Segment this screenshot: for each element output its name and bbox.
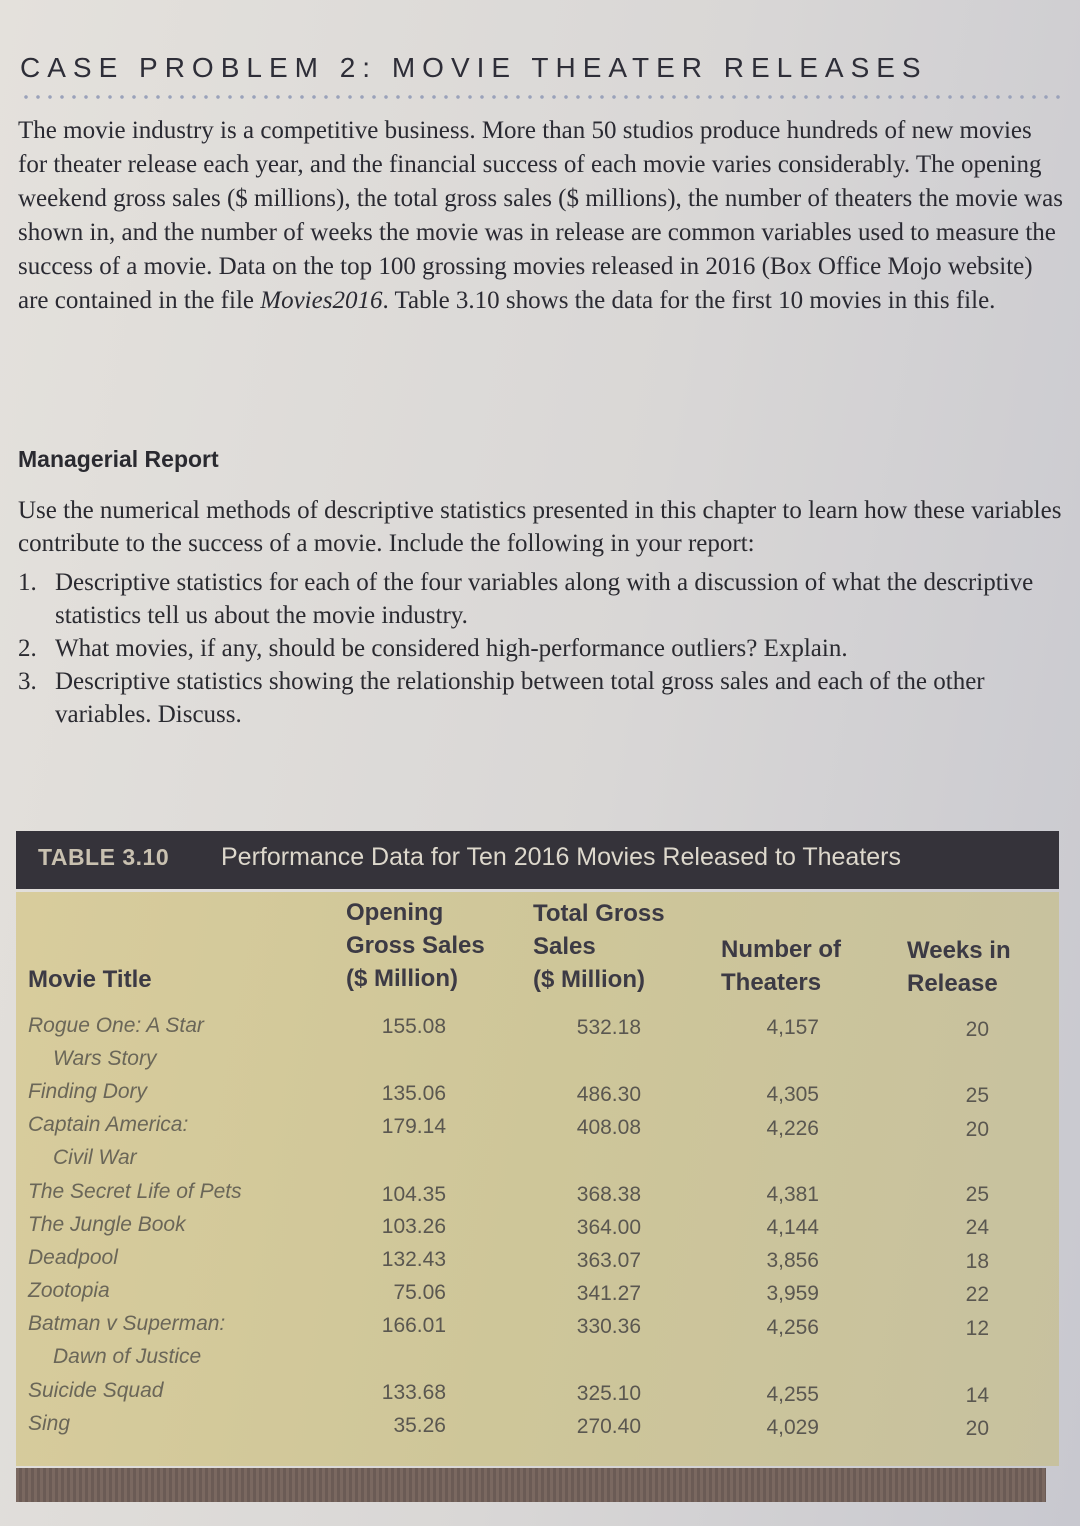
opening-gross-cell: 132.43 bbox=[381, 1248, 446, 1271]
movie-title-cell bbox=[28, 1009, 358, 1075]
total-gross-cell: 368.38 bbox=[576, 1183, 641, 1206]
report-item-number: 1. bbox=[18, 569, 37, 596]
opening-gross-cell: 75.06 bbox=[393, 1281, 446, 1304]
movie-title-cell bbox=[28, 1108, 358, 1174]
header-line: ($ Million) bbox=[346, 965, 458, 992]
table-banner bbox=[16, 831, 1059, 889]
weeks-cell: 25 bbox=[965, 1183, 989, 1206]
weeks-cell: 20 bbox=[965, 1118, 989, 1141]
opening-gross-cell: 179.14 bbox=[381, 1115, 446, 1138]
title-line: Captain America: bbox=[28, 1113, 189, 1136]
report-item bbox=[18, 665, 1063, 731]
theaters-cell: 4,305 bbox=[766, 1083, 819, 1106]
title-line: Dawn of Justice bbox=[53, 1345, 202, 1368]
theaters-cell: 3,856 bbox=[766, 1249, 819, 1272]
managerial-report-heading: Managerial Report bbox=[18, 446, 219, 472]
table-caption: Performance Data for Ten 2016 Movies Released to Theaters bbox=[221, 843, 902, 871]
dotted-rule bbox=[20, 94, 1060, 100]
theaters-cell: 4,255 bbox=[766, 1383, 819, 1406]
opening-gross-cell: 133.68 bbox=[381, 1381, 446, 1404]
header-opening-gross bbox=[346, 896, 485, 995]
header-weeks-in-release bbox=[907, 934, 1011, 1000]
opening-gross-cell: 35.26 bbox=[393, 1414, 446, 1437]
movie-title-cell bbox=[28, 1208, 358, 1241]
header-line: Total Gross bbox=[533, 900, 665, 927]
movie-title-cell bbox=[28, 1274, 358, 1307]
title-line: The Jungle Book bbox=[28, 1213, 186, 1236]
title-line: Rogue One: A Star bbox=[28, 1014, 204, 1037]
movie-title-cell bbox=[28, 1175, 358, 1208]
title-line: Civil War bbox=[53, 1146, 137, 1169]
opening-gross-cell: 135.06 bbox=[381, 1082, 446, 1105]
managerial-report-text: Use the numerical methods of descriptive statistics presented in this chapter to learn how these variables contribute to the success of a movie. Include the following in your report: bbox=[18, 497, 1062, 557]
header-line: Opening bbox=[346, 899, 444, 926]
theaters-cell: 4,157 bbox=[766, 1016, 819, 1039]
header-line: Theaters bbox=[721, 969, 822, 996]
header-line: Sales bbox=[533, 933, 596, 960]
opening-gross-cell: 104.35 bbox=[381, 1183, 446, 1206]
total-gross-cell: 270.40 bbox=[576, 1415, 641, 1438]
movie-title-cell bbox=[28, 1407, 358, 1440]
report-item bbox=[18, 566, 1063, 632]
report-item bbox=[18, 632, 1063, 665]
header-line: Movie Title bbox=[28, 966, 152, 993]
header-line: Number of bbox=[721, 936, 841, 963]
header-line: Weeks in bbox=[907, 937, 1011, 964]
opening-gross-cell: 166.01 bbox=[381, 1314, 446, 1337]
title-line: Wars Story bbox=[53, 1047, 157, 1070]
title-line: Suicide Squad bbox=[28, 1379, 164, 1402]
report-item-number: 2. bbox=[18, 635, 37, 662]
title-line: Finding Dory bbox=[28, 1080, 148, 1103]
report-items-list bbox=[18, 566, 1063, 731]
title-line: Batman v Superman: bbox=[28, 1312, 226, 1335]
table-label: TABLE 3.10 bbox=[38, 844, 170, 870]
intro-text-1: The movie industry is a competitive business. More than 50 studios produce hundreds of new movies for theater release each year, and the financial success of each movie varies considerably. The opening weekend gross sales ($ millions), the total gross sales ($ millions), the number of theaters the movie was shown in, and the number of weeks the movie was in release are common variables used to measure the success of a movie. Data on the top 100 grossing movies released in 2016 (Box Office Mojo website) are contained in the file bbox=[18, 117, 1063, 314]
header-line: Release bbox=[907, 970, 998, 997]
title-line: Deadpool bbox=[28, 1246, 118, 1269]
theaters-cell: 4,381 bbox=[766, 1183, 819, 1206]
header-total-gross bbox=[533, 897, 665, 996]
title-line: Zootopia bbox=[28, 1279, 110, 1302]
header-number-of-theaters bbox=[721, 933, 841, 999]
opening-gross-cell: 103.26 bbox=[381, 1215, 446, 1238]
weeks-cell: 25 bbox=[965, 1084, 989, 1107]
case-problem-title: CASE PROBLEM 2: MOVIE THEATER RELEASES bbox=[20, 52, 928, 83]
total-gross-cell: 325.10 bbox=[576, 1382, 641, 1405]
title-line: The Secret Life of Pets bbox=[28, 1180, 242, 1203]
total-gross-cell: 341.27 bbox=[576, 1282, 641, 1305]
report-item-text: What movies, if any, should be considered high-performance outliers? Explain. bbox=[55, 635, 848, 662]
movie-title-cell bbox=[28, 1307, 358, 1373]
opening-gross-cell: 155.08 bbox=[381, 1015, 446, 1038]
report-item-text: Descriptive statistics showing the relationship between total gross sales and each of the other variables. Discuss. bbox=[55, 668, 985, 728]
theaters-cell: 4,256 bbox=[766, 1316, 819, 1339]
theaters-cell: 4,226 bbox=[766, 1117, 819, 1140]
header-line: ($ Million) bbox=[533, 966, 645, 993]
intro-paragraph bbox=[18, 114, 1063, 318]
total-gross-cell: 330.36 bbox=[576, 1315, 641, 1338]
header-movie-title bbox=[28, 963, 152, 996]
weeks-cell: 20 bbox=[965, 1018, 989, 1041]
intro-text-2: . Table 3.10 shows the data for the first 10 movies in this file. bbox=[382, 287, 996, 314]
intro-file-name: Movies2016 bbox=[260, 287, 383, 314]
theaters-cell: 4,029 bbox=[766, 1416, 819, 1439]
weeks-cell: 18 bbox=[965, 1250, 989, 1273]
total-gross-cell: 364.00 bbox=[576, 1216, 641, 1239]
table-bottom-rule bbox=[16, 1468, 1046, 1502]
weeks-cell: 12 bbox=[965, 1317, 989, 1340]
report-item-number: 3. bbox=[18, 668, 37, 695]
total-gross-cell: 486.30 bbox=[576, 1083, 641, 1106]
theaters-cell: 3,959 bbox=[766, 1282, 819, 1305]
title-line: Sing bbox=[28, 1412, 71, 1435]
movie-title-cell bbox=[28, 1374, 358, 1407]
performance-table bbox=[16, 892, 1059, 1466]
total-gross-cell: 532.18 bbox=[576, 1016, 641, 1039]
weeks-cell: 14 bbox=[965, 1384, 989, 1407]
header-line: Gross Sales bbox=[346, 932, 485, 959]
weeks-cell: 22 bbox=[965, 1283, 989, 1306]
total-gross-cell: 408.08 bbox=[576, 1116, 641, 1139]
movie-title-cell bbox=[28, 1241, 358, 1274]
weeks-cell: 24 bbox=[965, 1216, 989, 1239]
total-gross-cell: 363.07 bbox=[576, 1249, 641, 1272]
weeks-cell: 20 bbox=[965, 1417, 989, 1440]
report-item-text: Descriptive statistics for each of the four variables along with a discussion of what the descriptive statistics tell us about the movie industry. bbox=[55, 569, 1034, 629]
movie-title-cell bbox=[28, 1075, 358, 1108]
theaters-cell: 4,144 bbox=[766, 1216, 819, 1239]
